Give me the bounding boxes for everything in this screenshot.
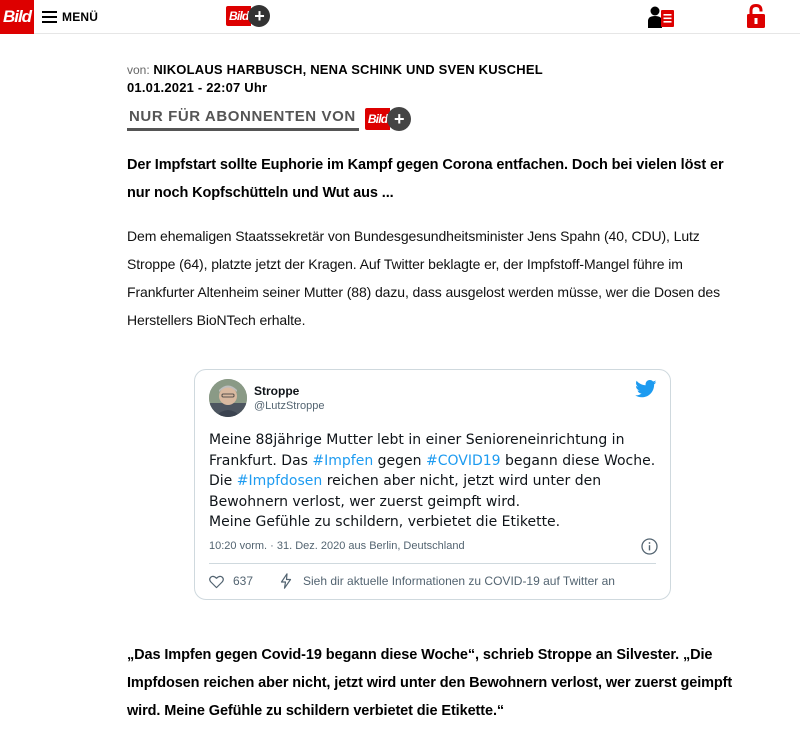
subscriber-badge [127, 107, 411, 131]
tweet-text [209, 430, 659, 533]
bildplus-logo[interactable] [226, 5, 270, 27]
tweet-author-name[interactable]: Stroppe [254, 384, 300, 398]
tweet-timestamp[interactable]: 10:20 vorm. · 31. Dez. 2020 aus Berlin, Deutschland [209, 540, 465, 552]
subscriber-label: NUR FÜR ABONNENTEN VON [127, 107, 359, 131]
menu-button[interactable] [42, 9, 98, 25]
article-byline [127, 62, 543, 77]
top-navigation-bar [0, 0, 800, 34]
like-count[interactable]: 637 [233, 574, 254, 588]
byline-authors[interactable]: NIKOLAUS HARBUSCH, NENA SCHINK UND SVEN KUSCHEL [153, 62, 543, 77]
user-account-icon[interactable] [648, 6, 674, 28]
embedded-tweet[interactable] [194, 369, 671, 600]
byline-prefix: von: [127, 63, 150, 77]
plus-icon: + [248, 5, 270, 27]
bildplus-badge-logo: Bild [365, 108, 390, 130]
lightning-icon [280, 573, 292, 589]
lock-icon[interactable] [747, 4, 765, 28]
hashtag-link[interactable]: #Impfdosen [236, 473, 323, 489]
hamburger-icon [42, 11, 57, 23]
article-lead: Der Impfstart sollte Euphorie im Kampf gegen Corona entfachen. Doch bei vielen löst er nur noch Kopfschütteln und Wut aus ... [127, 157, 724, 201]
tweet-text-part: Meine 88jährige Mutter lebt in einer Senioreneinrichtung in Frankfurt. Das [209, 432, 625, 469]
article-quote-paragraph: „Das Impfen gegen Covid-19 begann diese Woche“, schrieb Stroppe an Silvester. „Die Impfdosen reichen aber nicht, jetzt wird unter den Bewohnern verlost, wer zuerst geimpft wird. Meine Gefühle zu schildern verbietet die Etikette.“ [127, 647, 733, 719]
tweet-text-part: begann diese Woche. Die [209, 452, 656, 489]
menu-label: MENÜ [62, 10, 99, 24]
heart-icon[interactable] [209, 575, 224, 589]
covid-info-link[interactable]: Sieh dir aktuelle Informationen zu COVID-19 auf Twitter an [303, 574, 615, 588]
bild-logo[interactable]: Bild [0, 0, 34, 34]
twitter-bird-icon[interactable] [635, 380, 657, 398]
article-date: 01.01.2021 - 22:07 Uhr [127, 80, 268, 95]
bildplus-logo-text: Bild [226, 6, 251, 26]
plus-icon: + [387, 107, 411, 131]
article-paragraph: Dem ehemaligen Staatssekretär von Bundesgesundheitsminister Jens Spahn (40, CDU), Lutz Stroppe (64), platzte jetzt der Kragen. Auf Twitter beklagte er, der Impfstoff-Mangel führe im Frankfurter Altenheim seiner Mutter (88) dazu, dass ausgelost werden müsse, wer die Dosen des Herstellers BioNTech erhalte. [127, 228, 720, 328]
avatar[interactable] [209, 379, 247, 417]
info-icon[interactable] [641, 538, 658, 555]
tweet-text-part: Meine Gefühle zu schildern, verbietet die Etikette. [209, 514, 561, 530]
tweet-text-part: gegen [373, 452, 426, 469]
tweet-text-part: reichen aber nicht, jetzt wird unter den Bewohnern verlost, wer zuerst geimpft wird. [209, 473, 602, 510]
tweet-divider [209, 563, 656, 564]
hashtag-link[interactable]: #COVID19 [426, 452, 501, 469]
hashtag-link[interactable]: #Impfen [312, 452, 374, 469]
tweet-author-handle[interactable]: @LutzStroppe [254, 400, 325, 412]
